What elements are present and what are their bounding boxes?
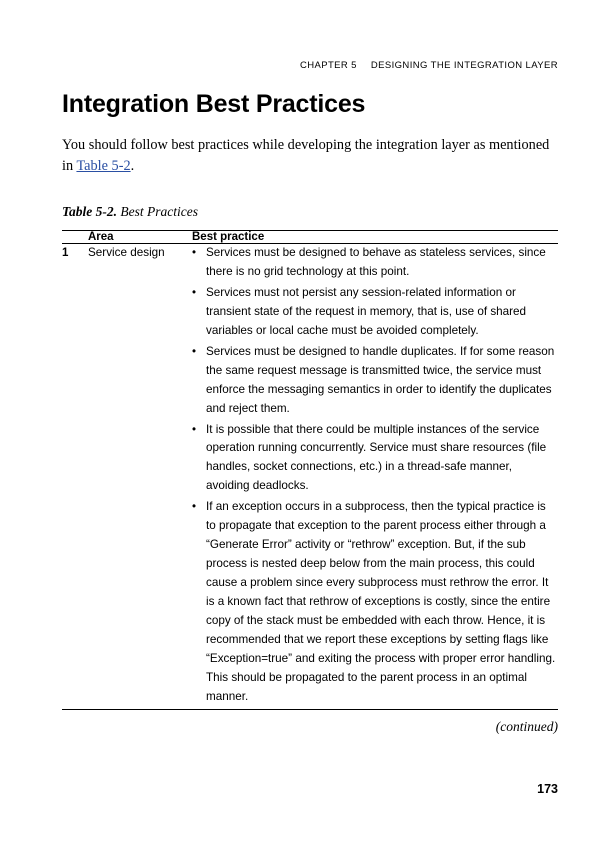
table-header bbox=[62, 230, 558, 243]
running-head-title: DESIGNING THE INTEGRATION LAYER bbox=[370, 60, 558, 71]
table-row bbox=[62, 243, 558, 709]
table-body bbox=[62, 243, 558, 709]
row-number: 1 bbox=[62, 246, 69, 259]
column-header-area: Area bbox=[88, 230, 114, 243]
list-item: • Services must be designed to handle duplicates. If for some reason the same request message is transmitted twice, the service must enforce the messaging semantics in order to identify the duplicates and reject them. bbox=[192, 343, 558, 419]
table-header-row bbox=[62, 230, 558, 243]
column-header-best-practice: Best practice bbox=[192, 230, 265, 243]
running-head-chapter: CHAPTER 5 bbox=[299, 60, 357, 71]
best-practices-table bbox=[62, 230, 558, 710]
intro-paragraph bbox=[62, 135, 558, 178]
list-item: • Services must be designed to behave as stateless services, since there is no grid technology at this point. bbox=[192, 244, 558, 282]
intro-text-before: You should follow best practices while developing the integration layer as mentioned in bbox=[62, 136, 550, 175]
page-content bbox=[62, 0, 558, 735]
best-practice-list bbox=[192, 244, 558, 707]
table-caption bbox=[62, 204, 558, 220]
list-item: • Services must not persist any session-related information or transient state of the request in memory, that is, use of shared variables or local cache must be avoided completely. bbox=[192, 284, 558, 341]
page-number: 173 bbox=[537, 782, 558, 796]
table-caption-title: Best Practices bbox=[120, 203, 198, 219]
row-best-practice bbox=[192, 243, 558, 709]
page-title: Integration Best Practices bbox=[62, 90, 366, 118]
list-item: • It is possible that there could be multiple instances of the service operation running concurrently. Service must share resources (file handles, socket connections, etc.) in a thread-safe manner, avoiding deadlocks. bbox=[192, 421, 558, 497]
row-area: Service design bbox=[88, 245, 165, 259]
intro-text-after: . bbox=[130, 158, 135, 175]
table-continued-label: (continued) bbox=[495, 718, 558, 734]
running-head bbox=[62, 60, 558, 71]
column-header-number bbox=[62, 230, 88, 243]
list-item: • If an exception occurs in a subprocess, then the typical practice is to propagate that exception to the parent process either through a “Generate Error” activity or “rethrow” exception. But, if the sub process is nested deep below from the main process, this could cause a problem since every subprocess must rethrow the error. It is a known fact that rethrow of exceptions is costly, since the entire copy of the stack must be embedded with each throw. Hence, it is recommended that we report these exceptions by setting flags like “Exception=true” and exiting the process with proper error handling. This should be propagated to the parent process in an optimal manner. bbox=[192, 498, 558, 706]
table-caption-number: Table 5-2. bbox=[62, 203, 117, 219]
table-cross-reference-link[interactable]: Table 5-2 bbox=[76, 158, 131, 175]
